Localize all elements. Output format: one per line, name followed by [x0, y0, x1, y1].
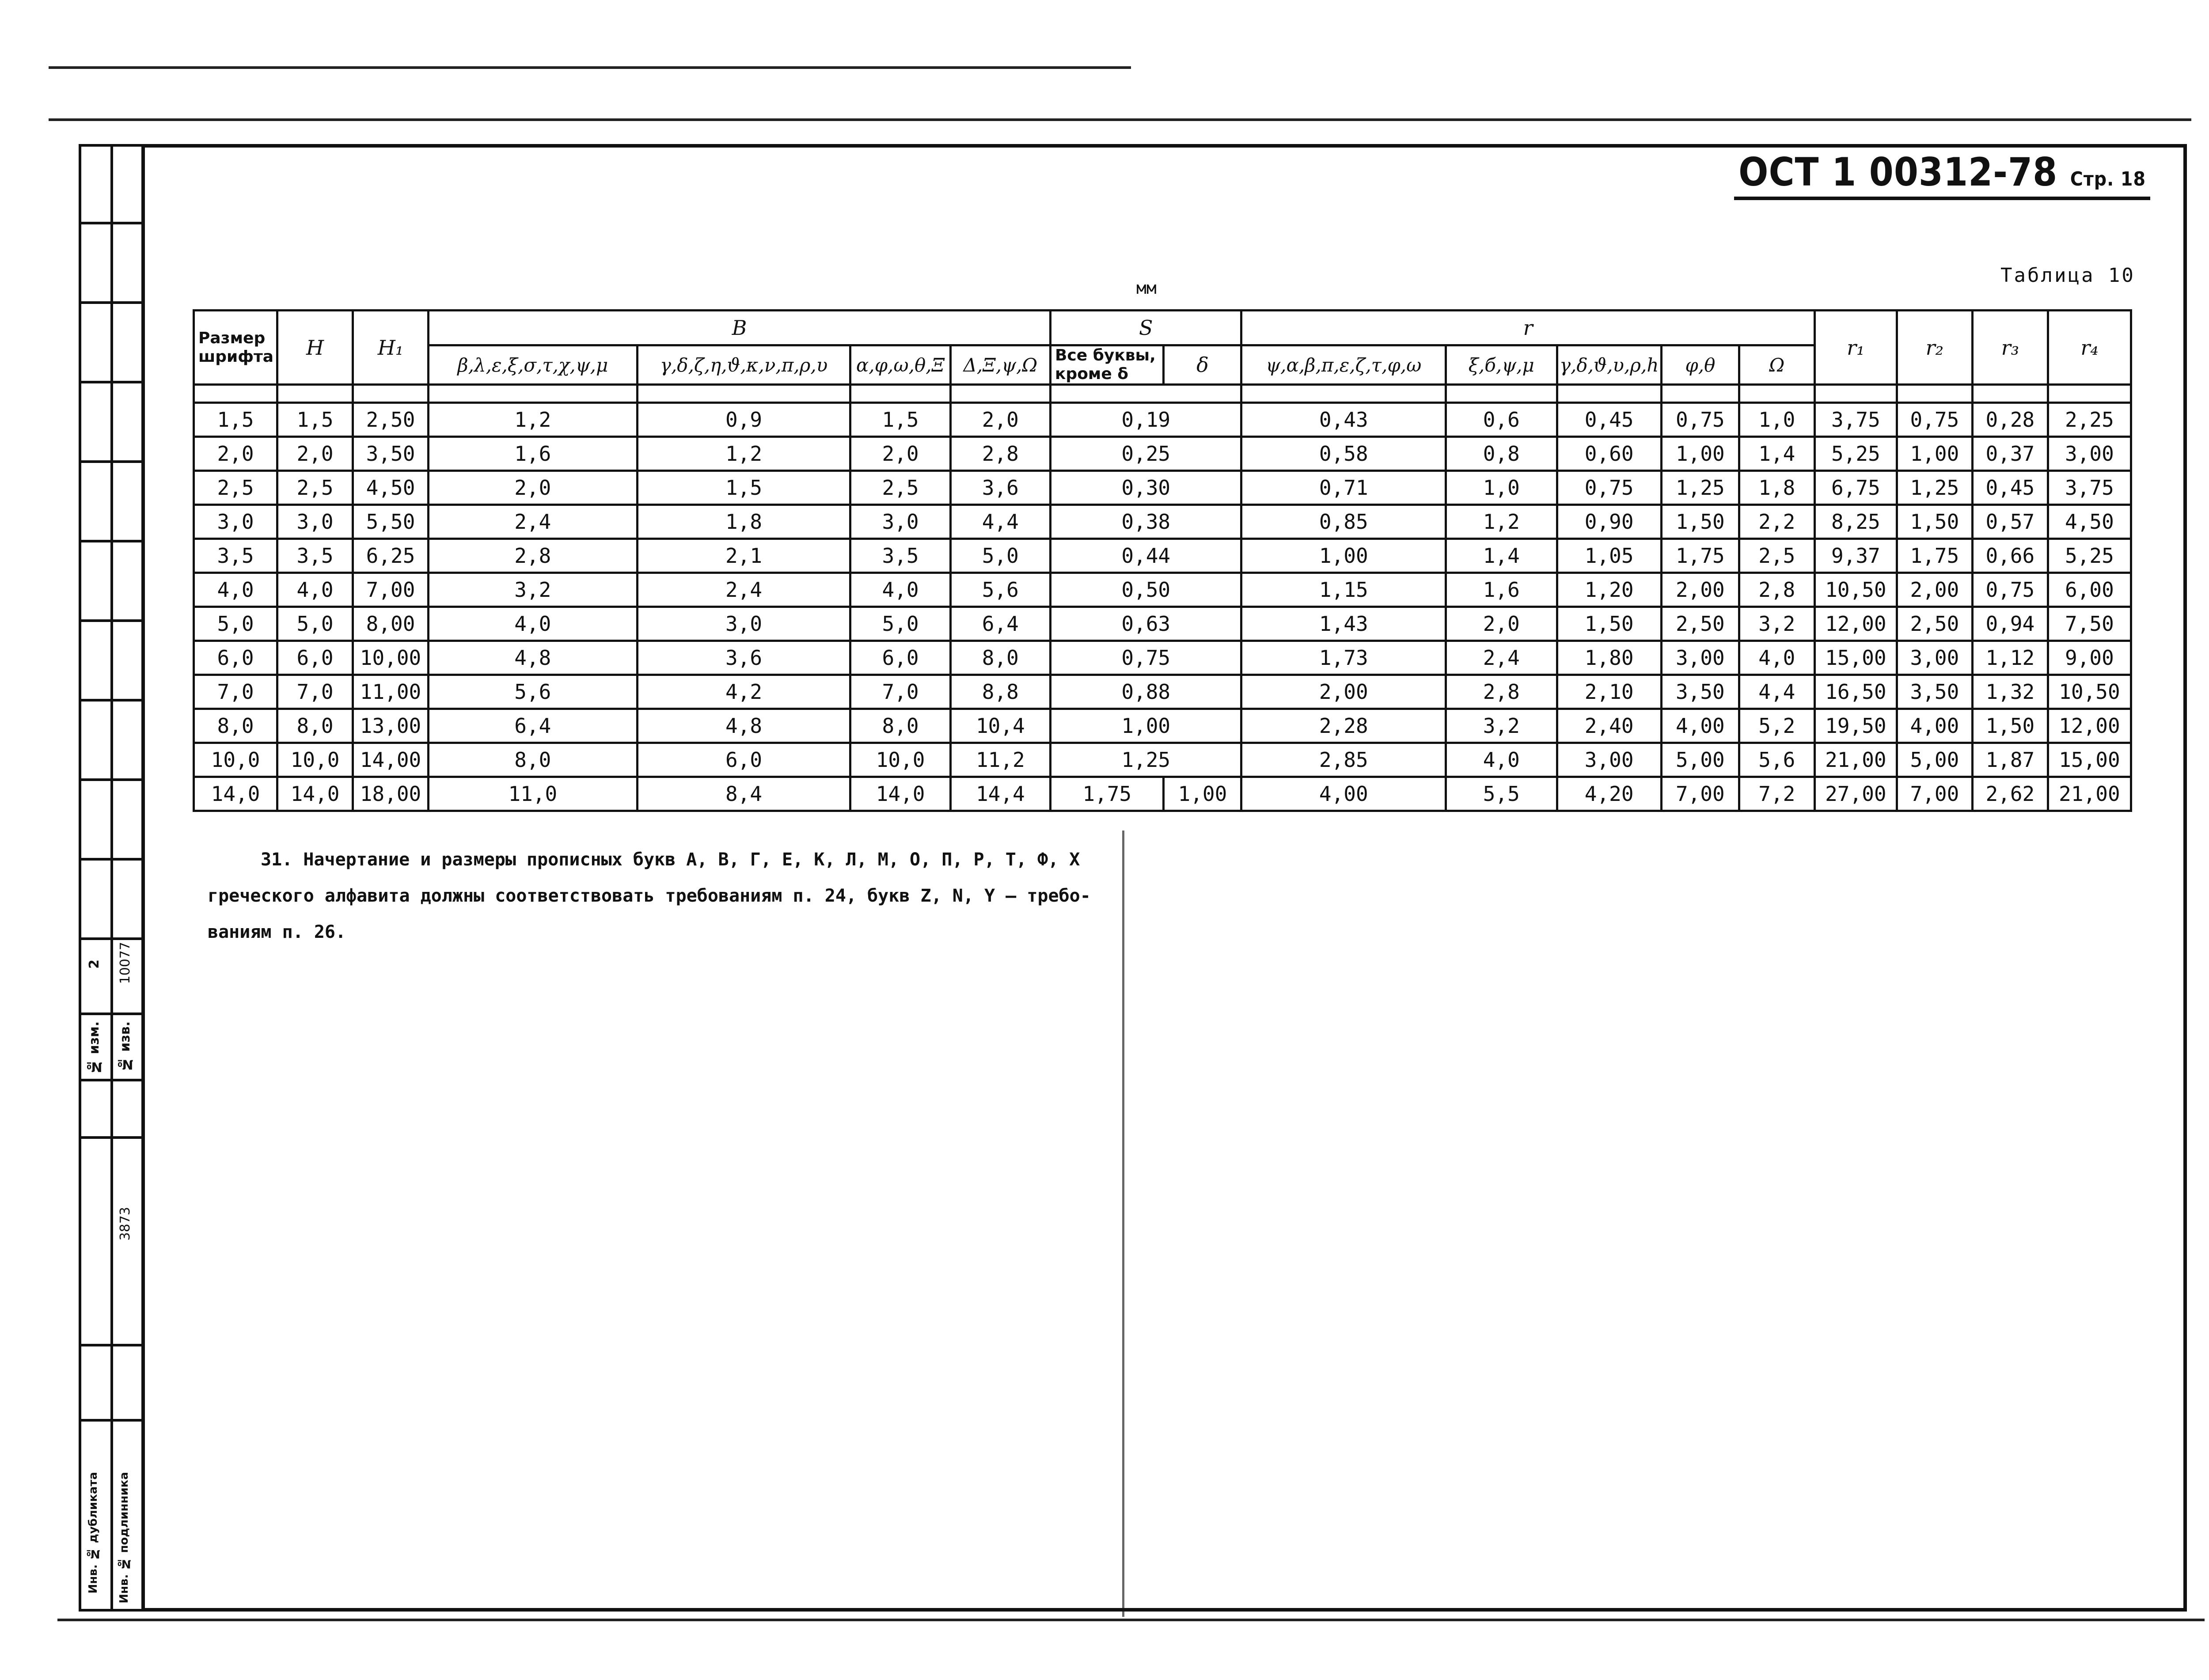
table-cell: 5,0	[277, 607, 353, 641]
table-spacer-row	[194, 385, 2131, 403]
table-title: Таблица 10	[2000, 264, 2135, 287]
table-row	[194, 539, 2131, 573]
table-cell: 6,4	[950, 607, 1050, 641]
table-cell: 1,0	[1446, 471, 1557, 505]
header-H1: H₁	[353, 311, 429, 385]
table-cell: 5,0	[194, 607, 277, 641]
table-cell: 1,0	[1739, 403, 1814, 437]
table-cell: 2,4	[1446, 641, 1557, 675]
header-b-group-3: α,φ,ω,θ,Ξ	[850, 345, 950, 385]
header-r-group-1: ψ,α,β,π,ε,ζ,τ,φ,ω	[1241, 345, 1446, 385]
table-cell: 1,00	[1241, 539, 1446, 573]
stamp-revision-value: 2	[87, 959, 102, 969]
table-cell: 21,00	[1814, 743, 1897, 777]
table-cell: 1,5	[850, 403, 950, 437]
table-cell: 2,0	[429, 471, 638, 505]
table-cell: 14,0	[277, 777, 353, 811]
table-row	[194, 471, 2131, 505]
document-code	[1734, 149, 2150, 200]
table-cell: 14,0	[194, 777, 277, 811]
stamp-revision-label: № изм.	[87, 1021, 102, 1074]
stamp-row-divider	[81, 699, 141, 702]
table-row	[194, 777, 2131, 811]
header-r-group-3: γ,δ,ϑ,υ,ρ,h	[1557, 345, 1661, 385]
table-cell: 4,00	[1897, 709, 1972, 743]
table-cell: 27,00	[1814, 777, 1897, 811]
table-cell: 0,37	[1972, 437, 2048, 471]
table-cell: 2,0	[850, 437, 950, 471]
table-cell: 4,00	[1661, 709, 1739, 743]
table-cell: 0,85	[1241, 505, 1446, 539]
table-cell: 5,2	[1739, 709, 1814, 743]
table-cell: 2,00	[1241, 675, 1446, 709]
table-cell: 2,0	[194, 437, 277, 471]
header-S: S	[1050, 311, 1241, 345]
spacer-cell	[1241, 385, 1446, 403]
table-cell: 0,45	[1557, 403, 1661, 437]
table-cell: 1,50	[1897, 505, 1972, 539]
table-cell: 3,00	[1897, 641, 1972, 675]
stamp-row-divider	[81, 937, 141, 940]
table-cell: 2,0	[950, 403, 1050, 437]
spacer-cell	[429, 385, 638, 403]
table-cell: 0,75	[1661, 403, 1739, 437]
table-cell: 18,00	[353, 777, 429, 811]
table-cell: 3,0	[637, 607, 850, 641]
table-cell: 3,00	[1557, 743, 1661, 777]
stamp-row-divider	[81, 1344, 141, 1346]
table-cell: 8,8	[950, 675, 1050, 709]
table-cell: 0,57	[1972, 505, 2048, 539]
stamp-row-divider	[81, 1136, 141, 1139]
document-code-text: ОСТ 1 00312-78	[1738, 149, 2058, 195]
stamp-notice-label: № изв.	[118, 1021, 133, 1072]
header-b-group-4: Δ,Ξ,ψ,Ω	[950, 345, 1050, 385]
table-cell: 0,6	[1446, 403, 1557, 437]
table-cell: 1,87	[1972, 743, 2048, 777]
stamp-dup-value: 3873	[118, 1207, 133, 1241]
table-cell: 8,0	[429, 743, 638, 777]
spacer-cell	[194, 385, 277, 403]
table-cell: 1,6	[1446, 573, 1557, 607]
table-cell: 3,2	[429, 573, 638, 607]
spacer-cell	[1972, 385, 2048, 403]
stamp-row-divider	[81, 460, 141, 463]
note-line-2: греческого алфавита должны соответствовать требованиям п. 24, букв Z, N, Y – требо-	[208, 886, 1091, 906]
stamp-row-divider	[81, 301, 141, 304]
table-cell: 6,25	[353, 539, 429, 573]
table-cell: 1,20	[1557, 573, 1661, 607]
table-cell: 4,50	[353, 471, 429, 505]
table-cell: 3,50	[1897, 675, 1972, 709]
table-cell: 15,00	[1814, 641, 1897, 675]
table-cell: 2,00	[1661, 573, 1739, 607]
table-cell: 11,2	[950, 743, 1050, 777]
table-cell: 4,50	[2048, 505, 2131, 539]
table-cell: 5,25	[1814, 437, 1897, 471]
table-cell: 3,6	[950, 471, 1050, 505]
table-cell: 6,75	[1814, 471, 1897, 505]
table-cell: 1,75	[1897, 539, 1972, 573]
table-cell: 5,00	[1661, 743, 1739, 777]
table-cell: 13,00	[353, 709, 429, 743]
table-cell: 2,50	[353, 403, 429, 437]
table-cell: 2,50	[1897, 607, 1972, 641]
table-cell: 10,4	[950, 709, 1050, 743]
table-cell: 3,75	[2048, 471, 2131, 505]
table-cell: 2,50	[1661, 607, 1739, 641]
spacer-cell	[2048, 385, 2131, 403]
table-cell: 4,0	[1739, 641, 1814, 675]
table-row	[194, 641, 2131, 675]
table-cell: 3,0	[277, 505, 353, 539]
table-cell: 1,75	[1050, 777, 1163, 811]
table-cell: 11,00	[353, 675, 429, 709]
table-cell: 11,0	[429, 777, 638, 811]
table-row	[194, 743, 2131, 777]
table-cell: 1,2	[637, 437, 850, 471]
table-cell: 1,50	[1972, 709, 2048, 743]
table-cell: 1,2	[1446, 505, 1557, 539]
table-cell: 5,00	[1897, 743, 1972, 777]
table-cell: 2,4	[429, 505, 638, 539]
table-cell: 4,4	[1739, 675, 1814, 709]
table-cell: 2,2	[1739, 505, 1814, 539]
table-cell: 8,0	[194, 709, 277, 743]
table-cell: 6,0	[850, 641, 950, 675]
table-cell: 2,00	[1897, 573, 1972, 607]
spacer-cell	[637, 385, 850, 403]
table-cell: 5,0	[950, 539, 1050, 573]
table-cell: 3,2	[1739, 607, 1814, 641]
table-cell: 1,25	[1897, 471, 1972, 505]
table-cell: 2,85	[1241, 743, 1446, 777]
table-cell: 2,40	[1557, 709, 1661, 743]
table-cell: 3,0	[194, 505, 277, 539]
table-cell: 2,5	[194, 471, 277, 505]
header-r-group-5: Ω	[1739, 345, 1814, 385]
table-cell: 4,0	[277, 573, 353, 607]
table-cell: 0,71	[1241, 471, 1446, 505]
stamp-row-divider	[81, 858, 141, 861]
table-cell: 19,50	[1814, 709, 1897, 743]
table-cell: 1,43	[1241, 607, 1446, 641]
table-cell: 3,6	[637, 641, 850, 675]
stamp-row-divider	[81, 619, 141, 622]
stamp-row-divider	[81, 778, 141, 781]
table-cell: 3,5	[277, 539, 353, 573]
table-cell: 1,25	[1050, 743, 1241, 777]
table-cell: 8,0	[277, 709, 353, 743]
table-cell: 5,5	[1446, 777, 1557, 811]
header-b-group-2: γ,δ,ζ,η,ϑ,κ,ν,π,ρ,υ	[637, 345, 850, 385]
table-cell: 7,0	[277, 675, 353, 709]
spacer-cell	[1814, 385, 1897, 403]
table-cell: 1,00	[1164, 777, 1241, 811]
table-cell: 1,15	[1241, 573, 1446, 607]
spacer-cell	[353, 385, 429, 403]
table-cell: 5,6	[950, 573, 1050, 607]
spacer-cell	[950, 385, 1050, 403]
table-cell: 1,32	[1972, 675, 2048, 709]
table-cell: 0,45	[1972, 471, 2048, 505]
table-cell: 2,0	[1446, 607, 1557, 641]
table-cell: 2,8	[1739, 573, 1814, 607]
table-cell: 0,75	[1050, 641, 1241, 675]
table-cell: 14,4	[950, 777, 1050, 811]
table-cell: 3,5	[194, 539, 277, 573]
stamp-col-1	[81, 147, 113, 1609]
table-cell: 4,0	[194, 573, 277, 607]
table-cell: 2,0	[277, 437, 353, 471]
table-cell: 5,6	[429, 675, 638, 709]
table-cell: 14,00	[353, 743, 429, 777]
table-cell: 6,4	[429, 709, 638, 743]
header-r1: r₁	[1814, 311, 1897, 385]
table-cell: 12,00	[2048, 709, 2131, 743]
note-line-3: ваниям п. 26.	[208, 922, 346, 942]
top-rule-2	[49, 118, 2191, 121]
header-r4: r₄	[2048, 311, 2131, 385]
table-row	[194, 709, 2131, 743]
header-s-delta: δ	[1164, 345, 1241, 385]
table-row	[194, 675, 2131, 709]
table-cell: 1,5	[277, 403, 353, 437]
table-cell: 16,50	[1814, 675, 1897, 709]
table-cell: 4,0	[850, 573, 950, 607]
font-dimensions-table	[193, 309, 2132, 812]
table-cell: 2,5	[1739, 539, 1814, 573]
header-H: H	[277, 311, 353, 385]
table-cell: 15,00	[2048, 743, 2131, 777]
table-cell: 0,8	[1446, 437, 1557, 471]
stamp-row-divider	[81, 1419, 141, 1422]
note-line-1	[208, 842, 1158, 878]
table-cell: 2,62	[1972, 777, 2048, 811]
units-label: мм	[1136, 278, 1157, 298]
stamp-inv-orig-label: Инв. № подлинника	[118, 1472, 131, 1604]
table-cell: 8,25	[1814, 505, 1897, 539]
table-cell: 1,5	[637, 471, 850, 505]
table-cell: 9,37	[1814, 539, 1897, 573]
table-cell: 0,94	[1972, 607, 2048, 641]
table-cell: 0,63	[1050, 607, 1241, 641]
table-cell: 8,4	[637, 777, 850, 811]
table-cell: 1,50	[1557, 607, 1661, 641]
table-cell: 0,30	[1050, 471, 1241, 505]
table-cell: 10,0	[850, 743, 950, 777]
table-cell: 0,75	[1557, 471, 1661, 505]
note-line-1-text: 31. Начертание и размеры прописных букв А, В, Г, Е, К, Л, М, О, П, Р, Т, Ф, Х	[261, 849, 1080, 870]
table-cell: 10,50	[2048, 675, 2131, 709]
table-cell: 0,75	[1972, 573, 2048, 607]
table-cell: 0,60	[1557, 437, 1661, 471]
header-b-group-1: β,λ,ε,ξ,σ,τ,χ,ψ,μ	[429, 345, 638, 385]
table-cell: 3,00	[1661, 641, 1739, 675]
table-cell: 3,5	[850, 539, 950, 573]
table-cell: 5,0	[850, 607, 950, 641]
table-cell: 0,88	[1050, 675, 1241, 709]
table-cell: 8,00	[353, 607, 429, 641]
table-cell: 2,4	[637, 573, 850, 607]
table-cell: 7,00	[1661, 777, 1739, 811]
table-cell: 8,0	[950, 641, 1050, 675]
table-cell: 4,0	[429, 607, 638, 641]
table-cell: 8,0	[850, 709, 950, 743]
table-cell: 2,8	[950, 437, 1050, 471]
table-cell: 0,43	[1241, 403, 1446, 437]
table-row	[194, 403, 2131, 437]
table-cell: 1,75	[1661, 539, 1739, 573]
spacer-cell	[850, 385, 950, 403]
table-cell: 4,20	[1557, 777, 1661, 811]
table-cell: 0,38	[1050, 505, 1241, 539]
table-cell: 10,0	[277, 743, 353, 777]
table-cell: 1,8	[1739, 471, 1814, 505]
table-cell: 3,75	[1814, 403, 1897, 437]
table-cell: 2,10	[1557, 675, 1661, 709]
table-cell: 2,28	[1241, 709, 1446, 743]
table-cell: 4,2	[637, 675, 850, 709]
bottom-rule	[57, 1619, 2205, 1621]
table-row	[194, 505, 2131, 539]
table-cell: 0,66	[1972, 539, 2048, 573]
stamp-row-divider	[81, 1079, 141, 1081]
table-cell: 4,8	[637, 709, 850, 743]
table-cell: 7,50	[2048, 607, 2131, 641]
table-cell: 4,8	[429, 641, 638, 675]
table-row	[194, 437, 2131, 471]
header-r-group-4: φ,θ	[1661, 345, 1739, 385]
table-cell: 0,58	[1241, 437, 1446, 471]
spacer-cell	[1739, 385, 1814, 403]
table-cell: 4,00	[1241, 777, 1446, 811]
table-cell: 0,90	[1557, 505, 1661, 539]
spacer-cell	[1050, 385, 1241, 403]
table-cell: 1,4	[1446, 539, 1557, 573]
spacer-cell	[1446, 385, 1557, 403]
stamp-row-divider	[81, 1013, 141, 1015]
table-cell: 3,0	[850, 505, 950, 539]
table-cell: 6,00	[2048, 573, 2131, 607]
table-cell: 2,5	[850, 471, 950, 505]
table-body	[194, 385, 2131, 811]
top-rule-1	[49, 66, 1131, 69]
table-cell: 0,28	[1972, 403, 2048, 437]
table-cell: 10,00	[353, 641, 429, 675]
stamp-row-divider	[81, 540, 141, 542]
table-row	[194, 607, 2131, 641]
spacer-cell	[1557, 385, 1661, 403]
table-cell: 2,8	[429, 539, 638, 573]
table-cell: 3,50	[1661, 675, 1739, 709]
header-r2: r₂	[1897, 311, 1972, 385]
table-cell: 6,0	[277, 641, 353, 675]
table-cell: 4,0	[1446, 743, 1557, 777]
table-cell: 14,0	[850, 777, 950, 811]
table-cell: 3,50	[353, 437, 429, 471]
table-cell: 7,00	[1897, 777, 1972, 811]
table-cell: 7,2	[1739, 777, 1814, 811]
stamp-row-divider	[81, 381, 141, 383]
table-cell: 7,00	[353, 573, 429, 607]
table-cell: 1,5	[194, 403, 277, 437]
table-cell: 5,6	[1739, 743, 1814, 777]
table-cell: 5,50	[353, 505, 429, 539]
note-paragraph	[208, 842, 1158, 950]
table-cell: 1,05	[1557, 539, 1661, 573]
table-cell: 6,0	[194, 641, 277, 675]
table-cell: 0,25	[1050, 437, 1241, 471]
table-cell: 3,00	[2048, 437, 2131, 471]
header-s-all: Все буквы, кроме δ	[1050, 345, 1163, 385]
table-cell: 1,80	[1557, 641, 1661, 675]
table-cell: 12,00	[1814, 607, 1897, 641]
table-cell: 9,00	[2048, 641, 2131, 675]
table-cell: 0,75	[1897, 403, 1972, 437]
table-cell: 1,6	[429, 437, 638, 471]
table-cell: 1,00	[1897, 437, 1972, 471]
spacer-cell	[1661, 385, 1739, 403]
stamp-notice-value: 10077	[118, 942, 133, 984]
stamp-inv-dup-label: Инв. № дубликата	[87, 1472, 100, 1594]
table-cell: 1,00	[1050, 709, 1241, 743]
table-cell: 7,0	[194, 675, 277, 709]
table-cell: 1,2	[429, 403, 638, 437]
table-cell: 1,00	[1661, 437, 1739, 471]
header-r3: r₃	[1972, 311, 2048, 385]
table-cell: 2,25	[2048, 403, 2131, 437]
table-cell: 10,0	[194, 743, 277, 777]
table-row	[194, 573, 2131, 607]
header-r: r	[1241, 311, 1814, 345]
table-cell: 1,8	[637, 505, 850, 539]
stamp-column	[79, 144, 141, 1612]
header-r-group-2: ξ,б,ψ,μ	[1446, 345, 1557, 385]
table-cell: 2,5	[277, 471, 353, 505]
table-cell: 10,50	[1814, 573, 1897, 607]
spacer-cell	[277, 385, 353, 403]
table-cell: 0,9	[637, 403, 850, 437]
table-cell: 0,19	[1050, 403, 1241, 437]
spacer-cell	[1897, 385, 1972, 403]
table-cell: 6,0	[637, 743, 850, 777]
table-cell: 5,25	[2048, 539, 2131, 573]
page-number: Стр. 18	[2070, 168, 2146, 190]
table-cell: 3,2	[1446, 709, 1557, 743]
table-cell: 0,50	[1050, 573, 1241, 607]
table-cell: 1,12	[1972, 641, 2048, 675]
table-cell: 7,0	[850, 675, 950, 709]
table-cell: 2,1	[637, 539, 850, 573]
table-cell: 1,25	[1661, 471, 1739, 505]
table-cell: 1,4	[1739, 437, 1814, 471]
table-cell: 1,50	[1661, 505, 1739, 539]
stamp-row-divider	[81, 222, 141, 224]
header-B: B	[429, 311, 1051, 345]
table-cell: 1,73	[1241, 641, 1446, 675]
table-cell: 4,4	[950, 505, 1050, 539]
table-cell: 21,00	[2048, 777, 2131, 811]
table-cell: 2,8	[1446, 675, 1557, 709]
table-cell: 0,44	[1050, 539, 1241, 573]
header-font-size: Размер шрифта	[194, 311, 277, 385]
